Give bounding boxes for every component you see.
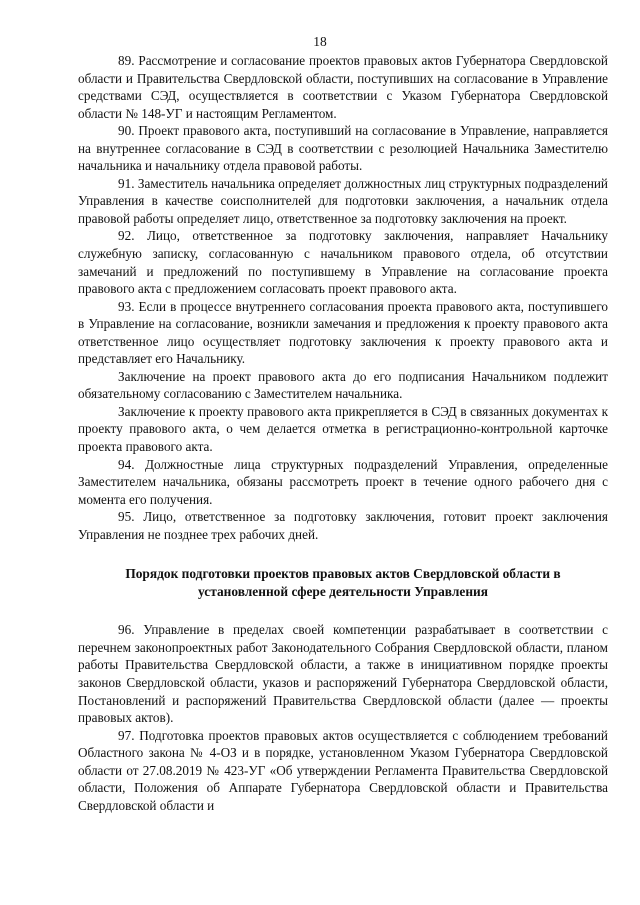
paragraph-95: 95. Лицо, ответственное за подготовку заключения, готовит проект заключения Управления не позднее трех рабочих дней. [78, 509, 608, 542]
paragraph-96: 96. Управление в пределах своей компетенции разрабатывает в соответствии с перечнем законопроектных работ Законодательного Собрания Свердловской области, планом работы Правительства Свердловской области, а также в инициативном порядке проекты законов Свердловской области, указов и распоряжений Губернатора Свердловской области, Постановлений и распоряжений Правительства Свердловской области (далее — проекты правовых актов). [78, 622, 608, 726]
paragraph-91: 91. Заместитель начальника определяет должностных лиц структурных подразделений Управления в качестве соисполнителей для подготовки заключения, а начальник отдела правовой работы определяет лицо, ответственное за подготовку заключения на проект. [78, 175, 608, 226]
paragraph-93-conclusion-approval: Заключение на проект правового акта до его подписания Начальником подлежит обязательному согласованию с Заместителем начальника. [78, 368, 608, 402]
paragraph-97: 97. Подготовка проектов правовых актов осуществляется с соблюдением требований Областного закона № 4-ОЗ и в порядке, установленном Указом Губернатора Свердловской области от 27.08.2019 № 423-УГ «Об утверждении Регламента Правительства Свердловской области, Положения об Аппарате Губернатора Свердловской области и Правительства Свердловской области и [78, 727, 608, 813]
document-body [78, 52, 608, 814]
paragraph-94: 94. Должностные лица структурных подразделений Управления, определенные Заместителем начальника, обязаны рассмотреть проект в течение одного рабочего дня с момента его получения. [78, 456, 608, 507]
paragraph-93-conclusion-attachment: Заключение к проекту правового акта прикрепляется в СЭД в связанных документах к проекту правового акта, о чем делается отметка в регистрационно-контрольной карточке проекта правового акта. [78, 403, 608, 455]
section-heading: Порядок подготовки проектов правовых актов Свердловской области в установленной сфере деятельности Управления [125, 566, 561, 600]
paragraph-92: 92. Лицо, ответственное за подготовку заключения, направляет Начальнику служебную записку, согласованную с начальником правового отдела, об отсутствии замечаний и предложений по поступившему в Управление на согласование проекта правового акта с предложением согласовать проект правового акта. [78, 228, 608, 297]
paragraph-89: 89. Рассмотрение и согласование проектов правовых актов Губернатора Свердловской области и Правительства Свердловской области, поступивших на согласование в Управление средствами СЭД, осуществляется в соответствии с Указом Губернатора Свердловской области № 148-УГ и настоящим Регламентом. [78, 53, 608, 121]
paragraph-90: 90. Проект правового акта, поступивший на согласование в Управление, направляется на внутреннее согласование в СЭД в соответствии с резолюцией Начальника Заместителю начальника и начальнику отдела правовой работы. [78, 123, 608, 174]
page-number: 18 [313, 34, 327, 49]
paragraph-93: 93. Если в процессе внутреннего согласования проекта правового акта, поступившего в Управление на согласование, возникли замечания и предложения к проекту правового акта ответственное лицо осуществляет подготовку заключения к проекту правового акта и представляет его Начальнику. [78, 298, 608, 367]
